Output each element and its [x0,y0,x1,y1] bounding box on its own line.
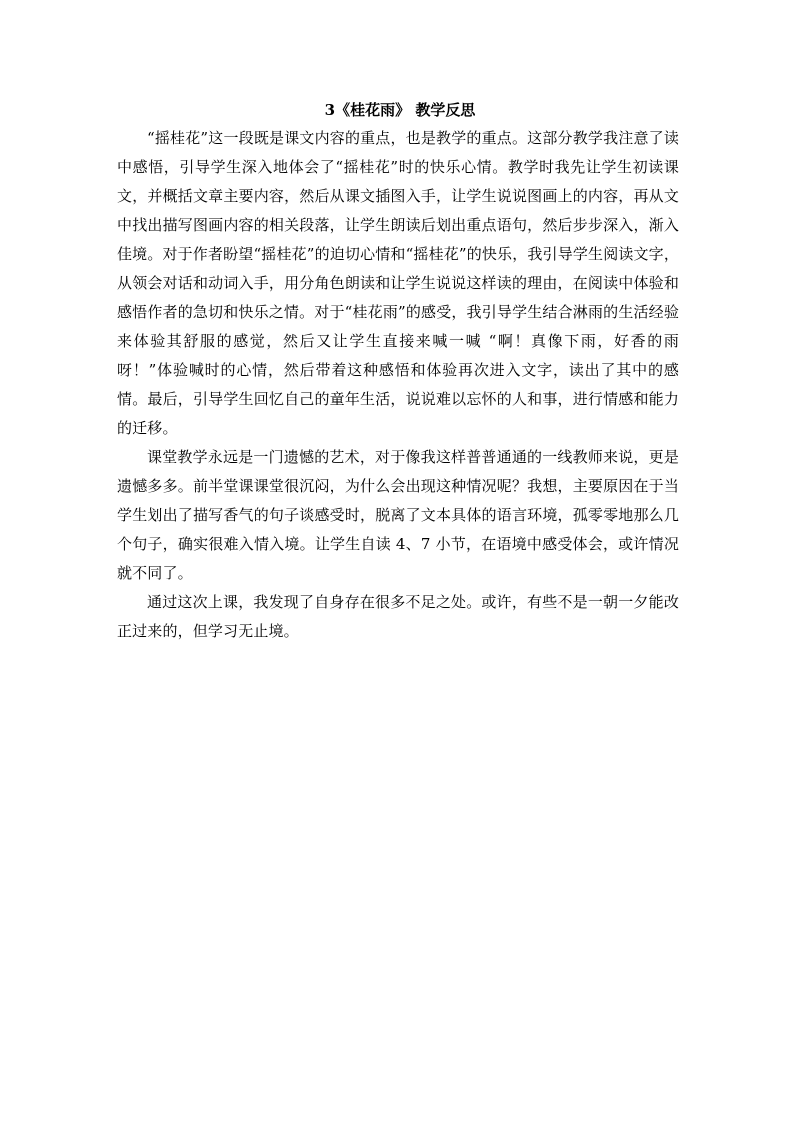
paragraph-2: 课堂教学永远是一门遗憾的艺术，对于像我这样普普通通的一线教师来说，更是遗憾多多。前半堂课课堂很沉闷，为什么会出现这种情况呢？我想，主要原因在于当学生划出了描写香气的句子谈感受时，脱离了文本具体的语言环境，孤零零地那么几个句子，确实很难入情入境。让学生自读 4、7 小节，在语境中感受体会，或许情况就不同了。 [117,448,679,582]
paragraph-1: “摇桂花”这一段既是课文内容的重点，也是教学的重点。这部分教学我注意了读中感悟，引导学生深入地体会了“摇桂花”时的快乐心情。教学时我先让学生初读课文，并概括文章主要内容，然后从课文插图入手，让学生说说图画上的内容，再从文中找出描写图画内容的相关段落，让学生朗读后划出重点语句，然后步步深入，渐入佳境。对于作者盼望“摇桂花”的迫切心情和“摇桂花”的快乐，我引导学生阅读文字，从领会对话和动词入手，用分角色朗读和让学生说说这样读的理由，在阅读中体验和感悟作者的急切和快乐之情。对于“桂花雨”的感受，我引导学生结合淋雨的生活经验来体验其舒服的感觉，然后又让学生直接来喊一喊 “啊！真像下雨，好香的雨呀！”体验喊时的心情，然后带着这种感悟和体验再次进入文字，读出了其中的感情。最后，引导学生回忆自己的童年生活，说说难以忘怀的人和事，进行情感和能力的迁移。 [117,129,679,437]
document-page [117,98,679,646]
paragraph-3: 通过这次上课，我发现了自身存在很多不足之处。或许，有些不是一朝一夕能改正过来的，但学习无止境。 [117,593,679,640]
document-title: 3《桂花雨》 教学反思 [324,101,476,119]
